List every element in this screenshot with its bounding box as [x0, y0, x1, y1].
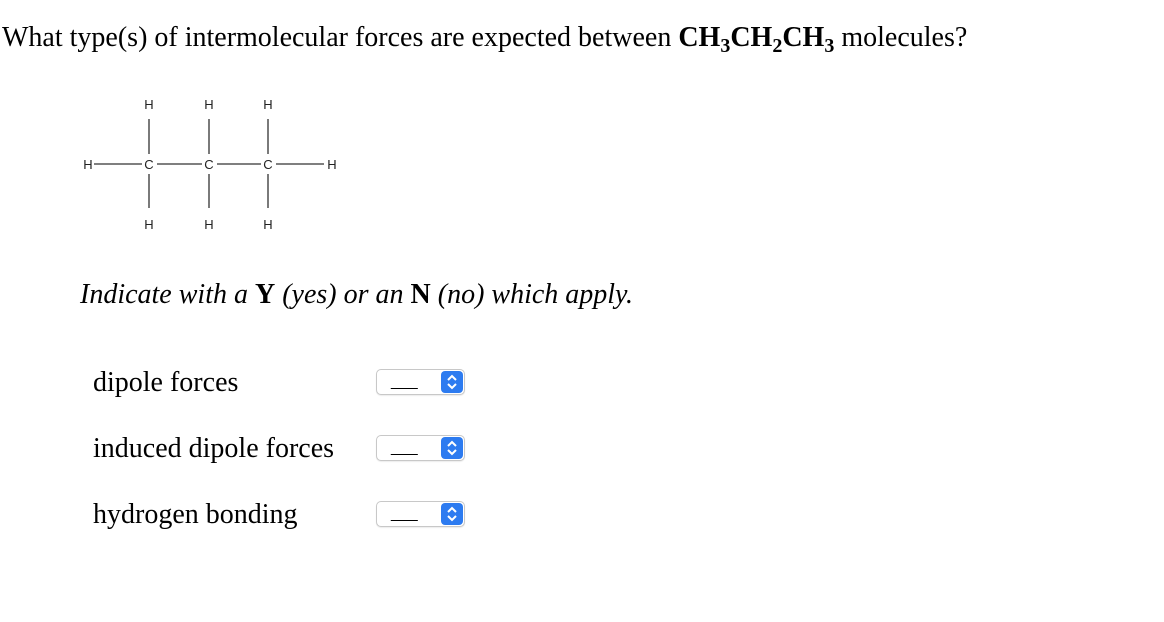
option-label: hydrogen bonding: [93, 499, 298, 530]
select-value: ___: [391, 373, 418, 390]
hydrogen-bonding-select[interactable]: [376, 501, 465, 527]
propane-structural-formula: [78, 92, 358, 242]
select-value: ___: [391, 439, 418, 456]
atom-c-3: C: [263, 157, 273, 172]
atom-h-left: H: [83, 157, 93, 172]
option-row-induced-dipole-forces: [93, 433, 473, 463]
up-down-chevron-icon[interactable]: [441, 371, 463, 393]
atom-h-top-2: H: [204, 97, 214, 112]
atom-h-bottom-1: H: [144, 217, 154, 232]
atom-h-right: H: [327, 157, 337, 172]
option-label: dipole forces: [93, 367, 239, 398]
atom-h-bottom-2: H: [204, 217, 214, 232]
option-row-dipole-forces: [93, 367, 473, 397]
induced-dipole-forces-select[interactable]: [376, 435, 465, 461]
atom-h-bottom-3: H: [263, 217, 273, 232]
atom-c-2: C: [204, 157, 214, 172]
question-text: [2, 22, 968, 57]
up-down-chevron-icon[interactable]: [441, 437, 463, 459]
instruction-text: Indicate with a Y (yes) or an N (no) which apply.: [80, 279, 633, 310]
dipole-forces-select[interactable]: [376, 369, 465, 395]
question-prefix: What type(s) of intermolecular forces are expected between: [2, 22, 679, 53]
atom-h-top-1: H: [144, 97, 154, 112]
chemical-formula: $CH_3CH_2CH_3$: [678, 22, 835, 57]
up-down-chevron-icon[interactable]: [441, 503, 463, 525]
atom-c-1: C: [144, 157, 154, 172]
atom-h-top-3: H: [263, 97, 273, 112]
select-value: ___: [391, 505, 418, 522]
question-suffix: molecules?: [834, 22, 968, 53]
option-label: induced dipole forces: [93, 433, 335, 464]
option-row-hydrogen-bonding: [93, 499, 473, 529]
